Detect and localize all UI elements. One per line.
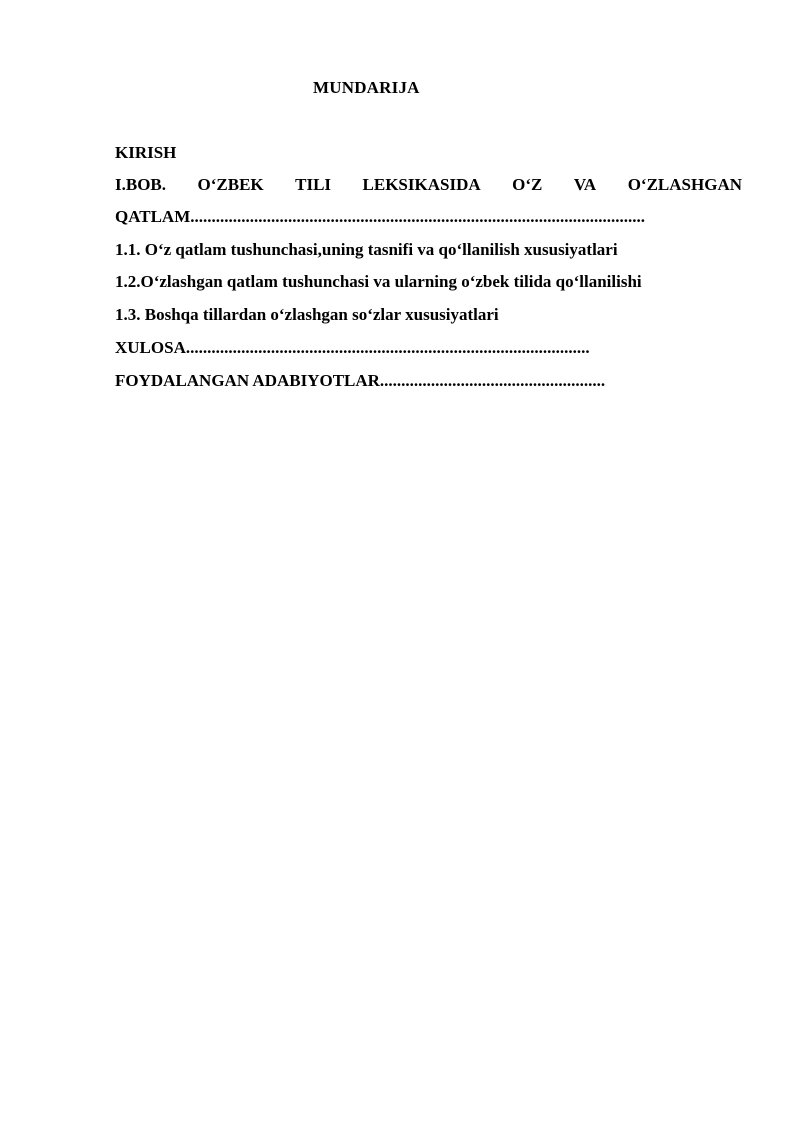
toc-item-xulosa: XULOSA............................................................................................... — [115, 338, 590, 357]
toc-word: I.BOB. — [115, 175, 167, 194]
toc-word: O‘ZLASHGAN — [627, 175, 742, 194]
toc-item-chapter1-line1 — [115, 175, 742, 195]
toc-item-section-1-3: 1.3. Boshqa tillardan o‘zlashgan so‘zlar xususiyatlari — [115, 305, 499, 324]
toc-item-chapter1-line2: QATLAM........................................................................................................... — [115, 207, 645, 226]
toc-item-section-1-1: 1.1. O‘z qatlam tushunchasi,uning tasnifi va qo‘llanilish xususiyatlari — [115, 240, 618, 259]
toc-item-section-1-2: 1.2.O‘zlashgan qatlam tushunchasi va ularning o‘zbek tilida qo‘llanilishi — [115, 272, 642, 291]
toc-word: TILI — [295, 175, 332, 194]
toc-word: O‘Z — [512, 175, 543, 194]
page-title: MUNDARIJA — [313, 78, 420, 97]
toc-word: O‘ZBEK — [197, 175, 264, 194]
toc-word: VA — [573, 175, 597, 194]
toc-item-kirish: KIRISH — [115, 143, 177, 162]
toc-word: LEKSIKASIDA — [362, 175, 481, 194]
toc-item-adabiyotlar: FOYDALANGAN ADABIYOTLAR..................................................... — [115, 371, 606, 390]
